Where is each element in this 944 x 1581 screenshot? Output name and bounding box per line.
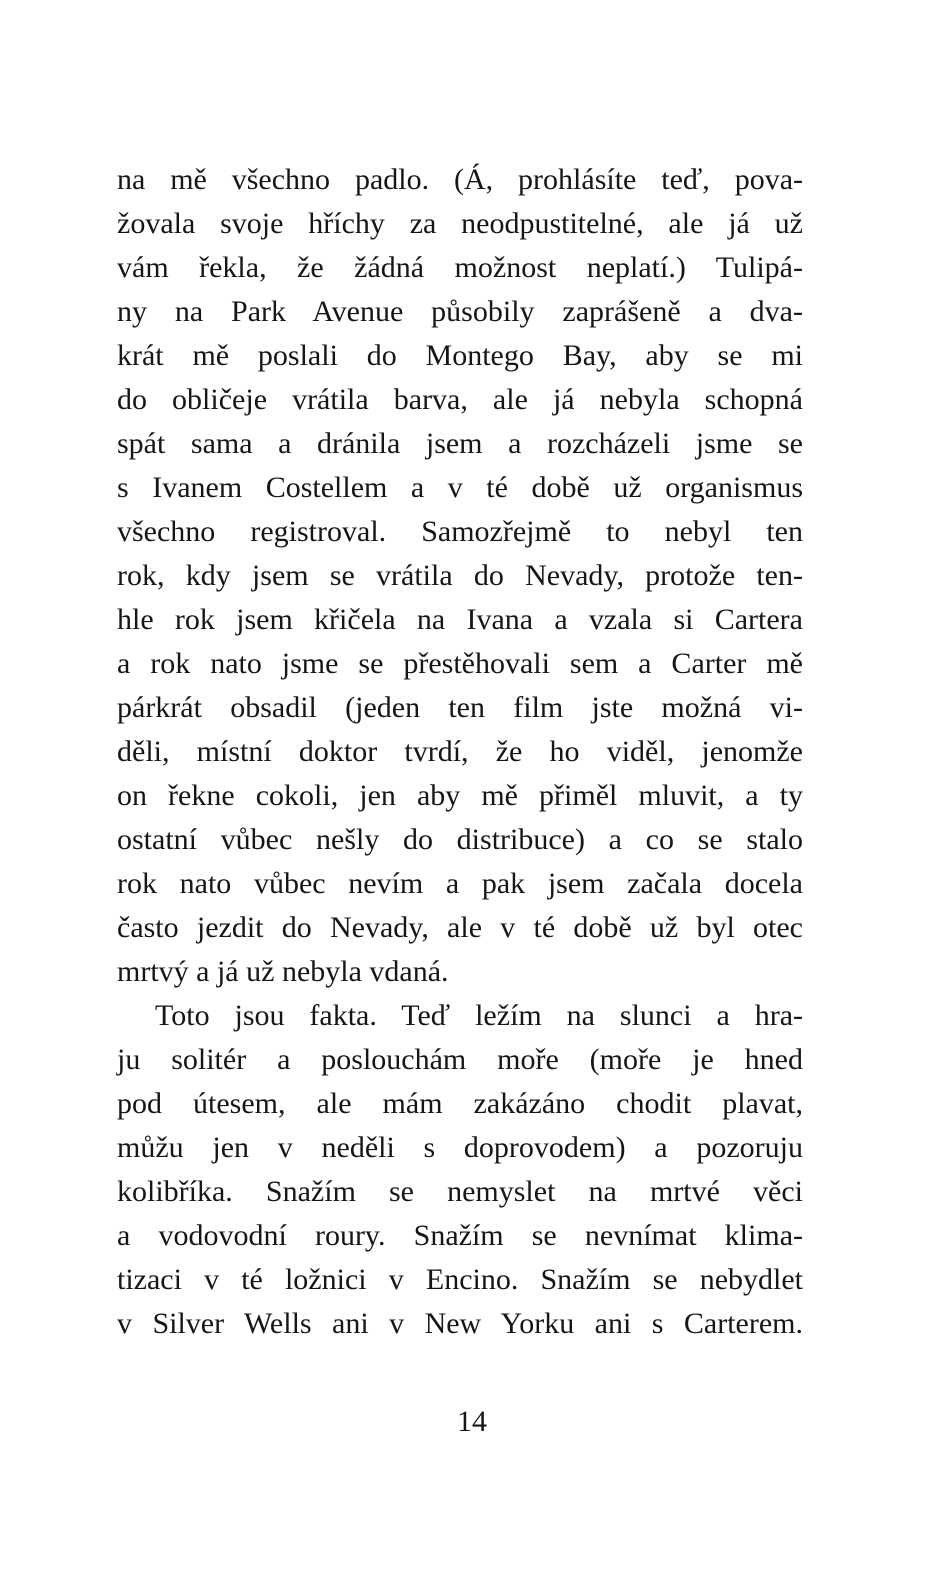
text-line: ny na Park Avenue působily zaprášeně a dva- [117, 295, 803, 328]
text-line: rok nato vůbec nevím a pak jsem začala docela [117, 867, 803, 900]
text-line: můžu jen v neděli s doprovodem) a pozoruju [117, 1131, 803, 1164]
text-line: pod útesem, ale mám zakázáno chodit plavat, [117, 1087, 803, 1120]
text-line: ju solitér a poslouchám moře (moře je hned [117, 1043, 803, 1076]
body-text [117, 158, 803, 1346]
text-line: ostatní vůbec nešly do distribuce) a co se stalo [117, 823, 803, 856]
text-line: vám řekla, že žádná možnost neplatí.) Tulipá- [117, 251, 803, 284]
text-line: všechno registroval. Samozřejmě to nebyl ten [117, 515, 803, 548]
text-line: Toto jsou fakta. Teď ležím na slunci a hra- [155, 999, 803, 1032]
text-line: na mě všechno padlo. (Á, prohlásíte teď, pova- [117, 163, 803, 196]
text-line: v Silver Wells ani v New Yorku ani s Carterem. [117, 1307, 803, 1340]
text-line: kolibříka. Snažím se nemyslet na mrtvé věci [117, 1175, 803, 1208]
paragraph [117, 158, 803, 994]
text-line: on řekne cokoli, jen aby mě přiměl mluvit, a ty [117, 779, 803, 812]
text-line: krát mě poslali do Montego Bay, aby se mi [117, 339, 803, 372]
text-line: hle rok jsem křičela na Ivana a vzala si Cartera [117, 603, 803, 636]
page-number: 14 [457, 1405, 487, 1438]
text-line: a rok nato jsme se přestěhovali sem a Carter mě [117, 647, 803, 680]
text-line: žovala svoje hříchy za neodpustitelné, ale já už [117, 207, 803, 240]
text-line: do obličeje vrátila barva, ale já nebyla schopná [117, 383, 803, 416]
paragraph [117, 994, 803, 1346]
text-line: rok, kdy jsem se vrátila do Nevady, protože ten- [117, 559, 803, 592]
text-line: s Ivanem Costellem a v té době už organismus [117, 471, 803, 504]
text-line: párkrát obsadil (jeden ten film jste možná vi- [117, 691, 803, 724]
text-line: často jezdit do Nevady, ale v té době už byl otec [117, 911, 803, 944]
text-line: a vodovodní roury. Snažím se nevnímat klima- [117, 1219, 803, 1252]
text-line: mrtvý a já už nebyla vdaná. [117, 955, 449, 988]
text-line: děli, místní doktor tvrdí, že ho viděl, jenomže [117, 735, 803, 768]
text-line: spát sama a dránila jsem a rozcházeli jsme se [117, 427, 803, 460]
text-line: tizaci v té ložnici v Encino. Snažím se nebydlet [117, 1263, 803, 1296]
